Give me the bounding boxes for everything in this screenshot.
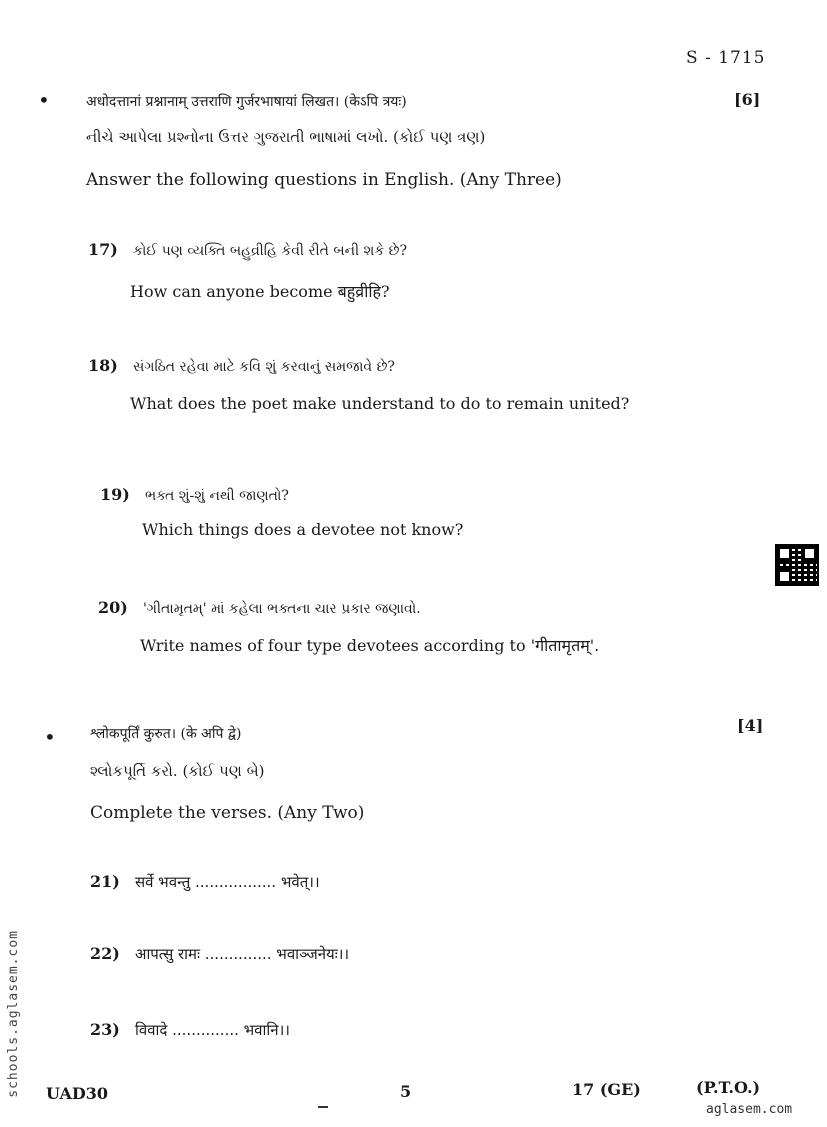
footer-code: UAD30 (46, 1084, 109, 1103)
verse-text: विवादे .............. भवानि।। (134, 1021, 290, 1039)
scan-mark (318, 1106, 328, 1108)
verse-21 (90, 872, 320, 892)
footer-subject: 17 (GE) (572, 1080, 641, 1099)
question-number: 17) (88, 240, 118, 259)
verse-number: 23) (90, 1020, 120, 1039)
section1-gujarati-instruction: નીચે આપેલા પ્રશ્નોના ઉત્તર ગુજરાતી ભાષામાં લખો. (કોઈ પણ ત્રણ) (86, 128, 486, 146)
question-19-english: Which things does a devotee not know? (142, 520, 464, 539)
question-17-english: How can anyone become बहुव्रीहि? (130, 282, 390, 301)
section2-sanskrit-instruction: श्लोकपूर्तिं कुरुत। (के अपि द्वे) (90, 726, 242, 742)
bullet-icon: • (44, 725, 56, 749)
question-17 (88, 240, 407, 259)
section1-sanskrit-instruction: अधोदत्तानां प्रश्नानाम् उत्तराणि गुर्जरभाषायां लिखत। (केऽपि त्रयः) (86, 94, 407, 110)
question-number: 18) (88, 356, 118, 375)
section2-gujarati-instruction: શ્લોકપૂર્તિ કરો. (કોઈ પણ બે) (90, 762, 265, 780)
verse-number: 21) (90, 872, 120, 891)
page-number: 5 (400, 1082, 412, 1101)
verse-number: 22) (90, 944, 120, 963)
question-gujarati: ભક્ત શું-શું નથી જાણતો? (144, 488, 289, 504)
verse-text: सर्वे भवन्तु ................. भवेत्।। (134, 873, 320, 891)
question-20-english: Write names of four type devotees according to 'गीतामृतम्'. (140, 636, 600, 655)
question-number: 19) (100, 485, 130, 504)
section2-marks: [4] (737, 716, 764, 735)
site-watermark: aglasem.com (706, 1102, 793, 1117)
question-gujarati: 'ગીતામૃતમ્' માં કહેલા ભક્તના ચાર પ્રકાર જણાવો. (142, 601, 421, 617)
question-18-english: What does the poet make understand to do to remain united? (130, 394, 630, 413)
watermark: schools.aglasem.com (6, 930, 21, 1098)
bullet-icon: • (38, 88, 50, 112)
question-19 (100, 485, 289, 504)
paper-code: S - 1715 (686, 48, 766, 68)
section1-english-instruction: Answer the following questions in English. (Any Three) (86, 170, 562, 190)
question-18 (88, 356, 395, 375)
section1-marks: [6] (734, 90, 761, 109)
question-gujarati: સંગઠિત રહેવા માટે કવિ શું કરવાનું સમજાવે છે? (132, 359, 395, 375)
question-number: 20) (98, 598, 128, 617)
qr-code-icon (775, 544, 819, 586)
verse-23 (90, 1020, 290, 1040)
question-gujarati: કોઈ પણ વ્યક્તિ બહુવ્રીહિ કેવી રીતે બની શકે છે? (132, 243, 407, 259)
pto-label: (P.T.O.) (696, 1078, 761, 1097)
verse-22 (90, 944, 349, 964)
question-20 (98, 598, 421, 617)
section2-english-instruction: Complete the verses. (Any Two) (90, 803, 365, 823)
verse-text: आपत्सु रामः .............. भवाञ्जनेयः।। (134, 945, 350, 963)
